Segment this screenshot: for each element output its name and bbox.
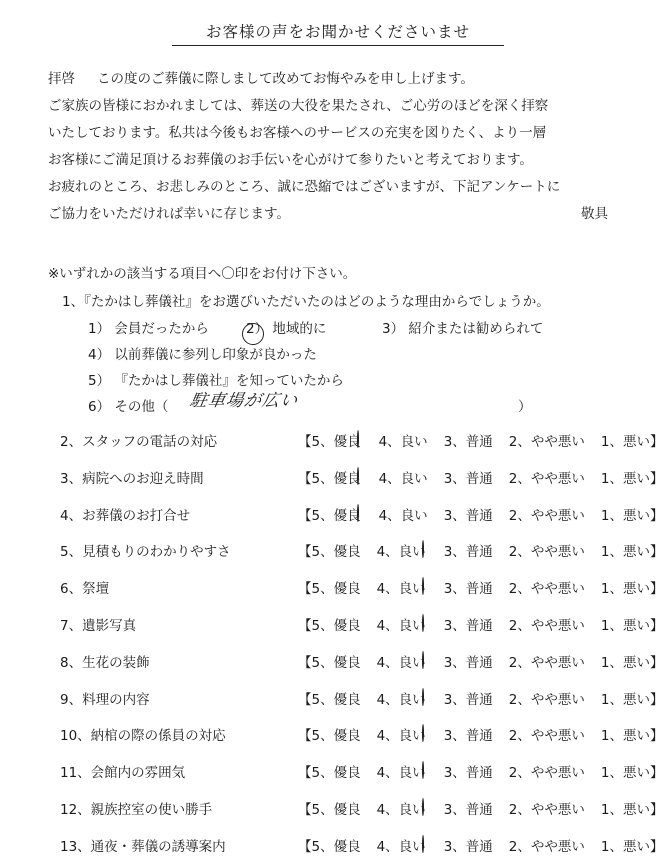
rating-option-4[interactable]: 4、良い (377, 802, 428, 818)
rating-row (60, 502, 664, 526)
hand-drawn-circle-icon (422, 651, 424, 669)
greeting-line-text: この度のご葬儀に際しまして改めてお悔やみを申し上げます。 (97, 71, 474, 87)
rating-option-4[interactable]: 4、良い (377, 618, 428, 634)
scale-open-bracket: 【 (298, 618, 312, 634)
scale-open-bracket: 【 (298, 471, 312, 487)
rating-scale (298, 835, 663, 855)
scale-open-bracket: 【 (298, 655, 312, 671)
rating-scale (298, 688, 663, 708)
scale-close-bracket: 】 (649, 434, 664, 450)
rating-option-4[interactable]: 4、良い (377, 655, 428, 671)
scale-close-bracket: 】 (649, 618, 664, 634)
rating-scale (298, 540, 663, 560)
rating-option-3[interactable]: 3、普通 (443, 802, 493, 818)
rating-option-3[interactable]: 3、普通 (443, 765, 493, 781)
scale-open-bracket: 【 (298, 839, 312, 855)
rating-option-3[interactable]: 3、普通 (443, 618, 493, 634)
rating-option-2[interactable]: 2、やや悪い (508, 434, 585, 450)
rating-option-1[interactable]: 1、悪い (600, 471, 650, 487)
rating-option-5[interactable]: 5、優良 (311, 581, 361, 597)
rating-option-2[interactable]: 2、やや悪い (508, 839, 585, 855)
rating-option-3[interactable]: 3、普通 (443, 544, 493, 560)
instruction-note: ※いずれかの該当する項目へ〇印をお付け下さい。 (48, 266, 357, 282)
rating-scale (298, 798, 663, 818)
option-2[interactable] (246, 316, 326, 342)
scale-close-bracket: 】 (649, 581, 664, 597)
rating-option-3[interactable]: 3、普通 (443, 581, 493, 597)
scale-open-bracket: 【 (298, 692, 312, 708)
hand-drawn-circle-icon (357, 430, 359, 448)
scale-close-bracket: 】 (649, 692, 664, 708)
greeting-line: いたしております。私共は今後もお客様へのサービスの充実を図りたく、より一層 (48, 125, 547, 141)
rating-option-3[interactable]: 3、普通 (443, 839, 493, 855)
rating-option-5[interactable]: 5、優良 (311, 544, 361, 560)
hand-drawn-circle-icon (422, 724, 424, 742)
option-6-close: ） (518, 399, 532, 415)
rating-option-1[interactable]: 1、悪い (600, 765, 650, 781)
rating-row (60, 428, 664, 452)
rating-option-1[interactable]: 1、悪い (600, 544, 650, 560)
rating-question-label: 6、祭壇 (60, 581, 110, 597)
greeting-line: ご家族の皆様におかれましては、葬送の大役を果たされ、ご心労のほどを深く拝察 (48, 98, 549, 114)
rating-option-5[interactable]: 5、優良 (311, 802, 361, 818)
rating-option-4[interactable]: 4、良い (377, 581, 428, 597)
scale-close-bracket: 】 (649, 802, 664, 818)
scale-close-bracket: 】 (649, 544, 664, 560)
option-5[interactable]: 5） 『たかはし葬儀社』を知っていたから (88, 373, 344, 389)
scale-open-bracket: 【 (298, 581, 312, 597)
option-4[interactable]: 4） 以前葬儀に参列し印象が良かった (88, 347, 317, 363)
scale-open-bracket: 【 (298, 765, 312, 781)
scale-open-bracket: 【 (298, 544, 312, 560)
rating-option-1[interactable]: 1、悪い (600, 655, 650, 671)
hand-drawn-circle-icon (422, 761, 424, 779)
rating-question-label: 2、スタッフの電話の対応 (60, 434, 218, 450)
rating-row (60, 538, 664, 562)
rating-option-4[interactable]: 4、良い (377, 728, 428, 744)
rating-scale (298, 724, 663, 744)
rating-option-5[interactable]: 5、優良 (311, 618, 361, 634)
rating-option-4[interactable]: 4、良い (377, 692, 428, 708)
rating-option-4[interactable]: 4、良い (378, 434, 428, 450)
rating-row (60, 796, 664, 820)
option-6[interactable]: 6） その他（ (88, 399, 169, 415)
rating-option-1[interactable]: 1、悪い (600, 581, 650, 597)
rating-option-2[interactable]: 2、やや悪い (508, 765, 585, 781)
scale-open-bracket: 【 (298, 508, 312, 524)
rating-question-label: 7、遺影写真 (60, 618, 137, 634)
rating-option-5[interactable]: 5、優良 (312, 471, 363, 487)
rating-question-label: 3、病院へのお迎え時間 (60, 471, 204, 487)
scale-open-bracket: 【 (298, 728, 312, 744)
rating-option-1[interactable]: 1、悪い (600, 728, 650, 744)
rating-option-4[interactable]: 4、良い (377, 839, 428, 855)
greeting-line: お疲れのところ、お悲しみのところ、誠に恐縮ではございますが、下記アンケートに (48, 179, 561, 195)
rating-option-5[interactable]: 5、優良 (311, 728, 361, 744)
hand-drawn-circle-icon (422, 540, 424, 558)
greeting-line-text: ご協力をいただければ幸いに存じます。 (48, 206, 290, 222)
rating-row (60, 686, 664, 710)
rating-option-2[interactable]: 2、やや悪い (508, 544, 585, 560)
scale-close-bracket: 】 (649, 508, 664, 524)
hand-drawn-circle-icon (422, 577, 424, 595)
rating-scale (298, 761, 663, 781)
rating-question-label: 13、通夜・葬儀の誘導案内 (60, 839, 226, 855)
rating-option-1[interactable]: 1、悪い (600, 802, 650, 818)
rating-option-2[interactable]: 2、やや悪い (508, 618, 585, 634)
option-3[interactable]: 3） 紹介または勧められて (382, 321, 544, 337)
handwritten-other-answer: 駐車場が広い (188, 391, 300, 411)
rating-question-label: 10、納棺の際の係員の対応 (60, 728, 226, 744)
option-row (88, 342, 608, 368)
rating-option-3[interactable]: 3、普通 (443, 434, 493, 450)
rating-scale (298, 504, 663, 524)
rating-row (60, 649, 664, 673)
scale-open-bracket: 【 (298, 434, 312, 450)
rating-option-1[interactable]: 1、悪い (600, 508, 650, 524)
rating-option-3[interactable]: 3、普通 (443, 655, 493, 671)
rating-option-3[interactable]: 3、普通 (443, 471, 493, 487)
hand-drawn-circle-icon (357, 467, 359, 485)
question-1-options (88, 316, 608, 420)
rating-scale (298, 651, 663, 671)
greeting-line (48, 201, 628, 228)
rating-question-label: 5、見積もりのわかりやすさ (60, 544, 231, 560)
scale-close-bracket: 】 (649, 839, 664, 855)
rating-option-2[interactable]: 2、やや悪い (508, 581, 585, 597)
rating-option-5[interactable]: 5、優良 (312, 508, 363, 524)
page-title: お客様の声をお聞かせくださいませ (172, 20, 504, 46)
rating-row (60, 833, 664, 857)
scale-close-bracket: 】 (649, 471, 664, 487)
hand-drawn-circle-icon (422, 614, 424, 632)
scale-open-bracket: 【 (298, 802, 312, 818)
rating-option-4[interactable]: 4、良い (378, 508, 428, 524)
selected-option-mark (246, 321, 255, 337)
rating-option-5[interactable]: 5、優良 (312, 434, 363, 450)
option-row (88, 391, 608, 420)
rating-option-5[interactable]: 5、優良 (311, 692, 361, 708)
rating-option-3[interactable]: 3、普通 (443, 728, 493, 744)
rating-option-5[interactable]: 5、優良 (311, 655, 361, 671)
rating-row (60, 612, 664, 636)
rating-option-4[interactable]: 4、良い (378, 471, 428, 487)
rating-scale (298, 577, 663, 597)
rating-option-4[interactable]: 4、良い (377, 765, 428, 781)
rating-option-1[interactable]: 1、悪い (600, 692, 650, 708)
hand-drawn-circle-icon (422, 835, 424, 853)
closing: 敬具 (581, 206, 608, 222)
option-1[interactable]: 1） 会員だったから (88, 321, 209, 337)
rating-option-2[interactable]: 2、やや悪い (508, 471, 585, 487)
rating-row (60, 575, 664, 599)
rating-option-2[interactable]: 2、やや悪い (508, 655, 585, 671)
rating-row (60, 465, 664, 489)
scale-close-bracket: 】 (649, 728, 664, 744)
greeting-line: お客様にご満足頂けるお葬儀のお手伝いを心がけて参りたいと考えております。 (48, 152, 533, 168)
rating-option-2[interactable]: 2、やや悪い (508, 802, 585, 818)
rating-row (60, 722, 664, 746)
rating-option-4[interactable]: 4、良い (377, 544, 428, 560)
rating-option-2[interactable]: 2、やや悪い (508, 728, 585, 744)
hand-drawn-circle-icon (357, 504, 359, 522)
option-row (88, 316, 608, 342)
question-1-label: 1、『たかはし葬儀社』をお選びいただいたのはどのような理由からでしょうか。 (62, 294, 550, 310)
hand-drawn-circle-icon (422, 688, 424, 706)
rating-option-5[interactable]: 5、優良 (311, 839, 361, 855)
rating-scale (298, 614, 663, 634)
rating-scale (298, 430, 663, 450)
rating-question-label: 12、親族控室の使い勝手 (60, 802, 213, 818)
hand-drawn-circle-icon (422, 798, 424, 816)
option-2-close: ） (254, 321, 269, 337)
option-2-number: 2 (246, 321, 255, 337)
rating-option-3[interactable]: 3、普通 (443, 692, 493, 708)
greeting-line (48, 66, 628, 93)
rating-question-label: 11、会館内の雰囲気 (60, 765, 186, 781)
rating-row (60, 759, 664, 783)
rating-option-2[interactable]: 2、やや悪い (508, 692, 585, 708)
rating-option-5[interactable]: 5、優良 (311, 765, 361, 781)
rating-question-label: 4、お葬儀のお打合せ (60, 508, 191, 524)
scale-close-bracket: 】 (649, 655, 664, 671)
rating-question-label: 9、料理の内容 (60, 692, 150, 708)
rating-option-1[interactable]: 1、悪い (600, 618, 650, 634)
option-row (88, 368, 608, 394)
rating-scale (298, 467, 663, 487)
rating-question-label: 8、生花の装飾 (60, 655, 150, 671)
rating-option-1[interactable]: 1、悪い (600, 839, 650, 855)
greeting-text (48, 66, 628, 228)
rating-option-3[interactable]: 3、普通 (443, 508, 493, 524)
option-2-label: 地域的に (272, 321, 327, 337)
scale-close-bracket: 】 (649, 765, 664, 781)
rating-option-2[interactable]: 2、やや悪い (508, 508, 585, 524)
rating-option-1[interactable]: 1、悪い (600, 434, 650, 450)
salutation: 拝啓 (48, 71, 75, 87)
